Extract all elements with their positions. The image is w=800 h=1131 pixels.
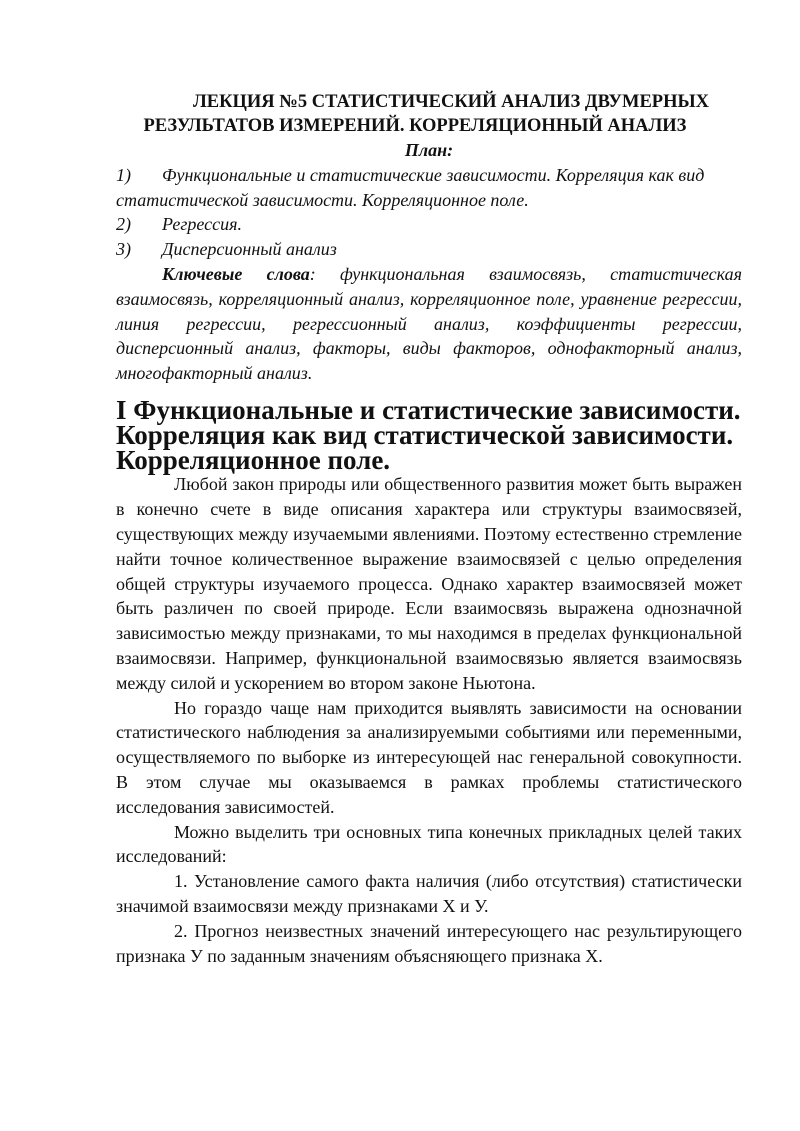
- keywords-text: : функциональная взаимосвязь, статистическая взаимосвязь, корреляционный анализ, корреляционное поле, уравнение регрессии, линия регрессии, регрессионный анализ, коэффициенты регрессии, дисперсионный анализ, факторы, виды факторов, однофакторный анализ, многофакторный анализ.: [116, 263, 742, 384]
- body-paragraph: Любой закон природы или общественного развития может быть выражен в конечно счете в виде описания характера или структуры взаимосвязей, существующих между изучаемыми явлениями. Поэтому естественно стремление найти точное количественное выражение взаимосвязей с целью определения общей структуры изучаемого процесса. Однако характер взаимосвязей может быть различен по своей природе. Если взаимосвязь выражена однозначной зависимостью между признаками, то мы находимся в пределах функциональной взаимосвязи. Например, функциональной взаимосвязью является взаимосвязь между силой и ускорением во втором законе Ньютона.: [116, 474, 742, 693]
- plan-item-text: Регрессия.: [162, 214, 242, 235]
- plan-item: [116, 163, 742, 213]
- lecture-title-line-2: РЕЗУЛЬТАТОВ ИЗМЕРЕНИЙ. КОРРЕЛЯЦИОННЫЙ АНАЛИЗ: [143, 116, 687, 136]
- plan-item-text-continued: статистической зависимости. Корреляционное поле.: [116, 189, 529, 210]
- lecture-title-line-1: ЛЕКЦИЯ №5 СТАТИСТИЧЕСКИЙ АНАЛИЗ ДВУМЕРНЫХ: [192, 92, 710, 112]
- numbered-list-item: 2. Прогноз неизвестных значений интересующего нас результирующего признака У по заданным значениям объясняющего признака Х.: [116, 920, 742, 966]
- section-heading: I Функциональные и статистические зависимости. Корреляция как вид статистической зависимости. Корреляционное поле.: [116, 394, 741, 475]
- plan-item-number: 2): [116, 214, 131, 235]
- body-paragraph: Но гораздо чаще нам приходится выявлять зависимости на основании статистического наблюдения за анализируемыми событиями или переменными, осуществляемого по выборке из интересующей нас генеральной совокупности. В этом случае мы оказываемся в рамках проблемы статистического исследования зависимостей.: [116, 697, 742, 817]
- body-paragraph: Можно выделить три основных типа конечных прикладных целей таких исследований:: [116, 821, 742, 867]
- plan-item-number: 1): [116, 164, 131, 185]
- numbered-list-item: 1. Установление самого факта наличия (либо отсутствия) статистически значимой взаимосвязи между признаками Х и У.: [116, 871, 742, 916]
- lecture-title: [116, 90, 742, 138]
- plan-item-text: Дисперсионный анализ: [162, 239, 337, 260]
- keywords-label: Ключевые слова: [162, 263, 310, 284]
- keywords-paragraph: [116, 262, 742, 386]
- plan-heading: План:: [404, 140, 454, 160]
- plan-list: [116, 163, 742, 262]
- plan-item-text: Функциональные и статистические зависимости. Корреляция как вид: [162, 164, 705, 185]
- plan-item: [116, 237, 742, 262]
- plan-item-number: 3): [116, 239, 131, 260]
- plan-item: [116, 212, 742, 237]
